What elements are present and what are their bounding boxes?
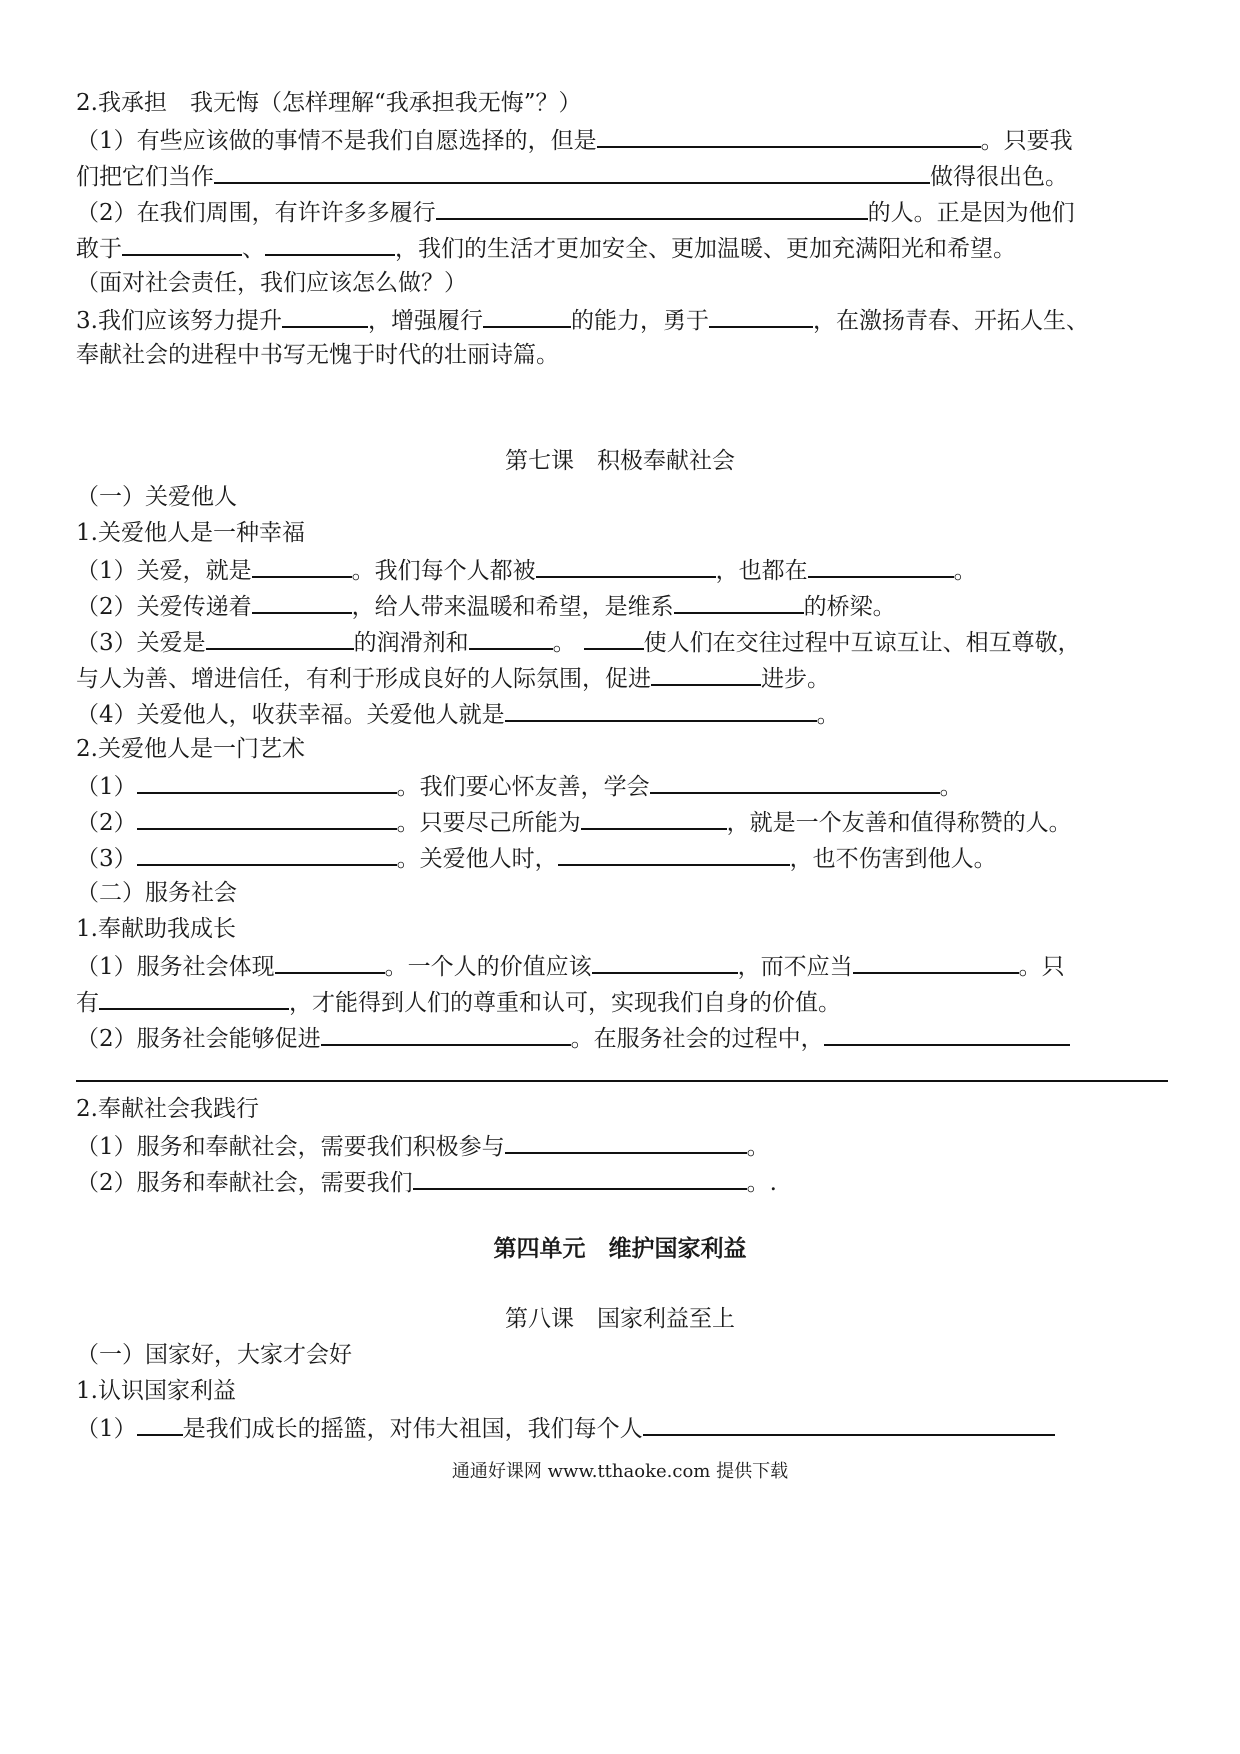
text: （1）有些应该做的事情不是我们自愿选择的，但是 xyxy=(76,128,597,154)
text: （一）关爱他人 xyxy=(76,484,237,510)
fill-blank[interactable] xyxy=(137,770,397,794)
text: 的能力，勇于 xyxy=(570,308,709,334)
text: （3） xyxy=(76,846,137,872)
fill-blank[interactable] xyxy=(558,842,790,866)
fill-blank[interactable] xyxy=(505,698,817,722)
point-heading xyxy=(76,734,305,764)
fill-blank[interactable] xyxy=(214,160,930,184)
text: 2.关爱他人是一门艺术 xyxy=(76,736,305,762)
item-line xyxy=(76,1130,770,1162)
fill-blank[interactable] xyxy=(709,304,813,328)
text: （2）服务和奉献社会，需要我们 xyxy=(76,1170,413,1196)
text: 1.关爱他人是一种幸福 xyxy=(76,520,305,546)
item-line xyxy=(76,986,841,1018)
item-line xyxy=(76,1412,1055,1444)
item-line xyxy=(76,304,1089,336)
text: 。只要尽己所能为 xyxy=(396,810,581,836)
fill-blank[interactable] xyxy=(469,626,553,650)
fill-blank[interactable] xyxy=(252,590,352,614)
text: 第四单元 维护国家利益 xyxy=(493,1235,747,1262)
answer-line[interactable] xyxy=(76,1080,1168,1082)
subsection-heading xyxy=(76,1340,352,1370)
text: （一）国家好，大家才会好 xyxy=(76,1342,352,1368)
section-2-heading xyxy=(76,88,581,118)
text: 。 xyxy=(816,702,840,728)
point-heading xyxy=(76,1376,236,1406)
item-line xyxy=(76,124,1073,156)
item-line xyxy=(76,196,1075,228)
item-line xyxy=(76,340,559,370)
text: ，我们的生活才更加安全、更加温暖、更加充满阳光和希望。 xyxy=(395,236,1016,262)
point-heading xyxy=(76,1094,259,1124)
text: 、 xyxy=(242,236,265,262)
text: 的润滑剂和 xyxy=(353,630,469,656)
text: ，也不伤害到他人。 xyxy=(789,846,997,872)
fill-blank[interactable] xyxy=(265,232,395,256)
text: 3.我们应该努力提升 xyxy=(76,308,282,334)
text: 的桥梁。 xyxy=(803,594,896,620)
footer-credit xyxy=(0,1460,1240,1484)
text: 。只要我 xyxy=(980,128,1073,154)
text: 。 xyxy=(552,630,576,656)
fill-blank[interactable] xyxy=(137,842,397,866)
text: 是我们成长的摇篮，对伟大祖国，我们每个人 xyxy=(182,1416,643,1442)
item-line xyxy=(76,626,1081,658)
fill-blank[interactable] xyxy=(122,232,242,256)
text: （2）服务社会能够促进 xyxy=(76,1026,321,1052)
subsection-heading xyxy=(76,878,237,908)
text: ，也都在 xyxy=(715,558,808,584)
subsection-heading xyxy=(76,482,237,512)
item-line xyxy=(76,590,896,622)
fill-blank[interactable] xyxy=(99,986,289,1010)
text: 与人为善、增进信任，有利于形成良好的人际氛围，促进 xyxy=(76,666,651,692)
text: ，才能得到人们的尊重和认可，实现我们自身的价值。 xyxy=(289,990,841,1016)
item-line xyxy=(76,1022,1070,1054)
fill-blank[interactable] xyxy=(674,590,804,614)
fill-blank[interactable] xyxy=(483,304,571,328)
item-line xyxy=(76,770,963,802)
text: 敢于 xyxy=(76,236,122,262)
text: 。只 xyxy=(1018,954,1065,980)
text: 有 xyxy=(76,990,99,1016)
text: 使人们在交往过程中互谅互让、相互尊敬， xyxy=(643,630,1081,656)
point-heading xyxy=(76,914,236,944)
text: （1） xyxy=(76,774,137,800)
fill-blank[interactable] xyxy=(824,1022,1070,1046)
item-line xyxy=(76,554,977,586)
lesson-7-title xyxy=(0,446,1240,476)
lesson-8-title xyxy=(0,1304,1240,1334)
text: ，而不应当 xyxy=(737,954,853,980)
fill-blank[interactable] xyxy=(592,950,738,974)
text: 。 xyxy=(939,774,963,800)
text: （1） xyxy=(76,1416,137,1442)
fill-blank[interactable] xyxy=(137,1412,183,1436)
text: 。我们要心怀友善，学会 xyxy=(396,774,650,800)
text: （2）关爱传递着 xyxy=(76,594,252,620)
text: （4）关爱他人，收获幸福。关爱他人就是 xyxy=(76,702,505,728)
unit-4-title xyxy=(0,1234,1240,1264)
text: （3）关爱是 xyxy=(76,630,206,656)
fill-blank[interactable] xyxy=(651,662,761,686)
text: ，增强履行 xyxy=(367,308,483,334)
text: 通通好课网 www.tthaoke.com 提供下载 xyxy=(451,1461,789,1482)
text: 。关爱他人时， xyxy=(396,846,558,872)
fill-blank[interactable] xyxy=(808,554,954,578)
fill-blank[interactable] xyxy=(206,626,354,650)
fill-blank[interactable] xyxy=(275,950,385,974)
text: （面对社会责任，我们应该怎么做？） xyxy=(76,270,467,296)
item-line xyxy=(76,232,1016,264)
text: 。一个人的价值应该 xyxy=(384,954,592,980)
text: ，在激扬青春、开拓人生、 xyxy=(812,308,1089,334)
fill-blank[interactable] xyxy=(505,1130,747,1154)
item-line xyxy=(76,698,840,730)
text: 2.我承担 我无悔（怎样理解“我承担我无悔”？） xyxy=(76,90,582,116)
text: （1）服务社会体现 xyxy=(76,954,275,980)
fill-blank[interactable] xyxy=(536,554,716,578)
fill-blank[interactable] xyxy=(584,626,644,650)
text: 进步。 xyxy=(761,666,830,692)
fill-blank[interactable] xyxy=(282,304,368,328)
fill-blank[interactable] xyxy=(581,806,727,830)
text: 做得很出色。 xyxy=(930,164,1068,190)
fill-blank[interactable] xyxy=(650,770,940,794)
text: 。 xyxy=(953,558,977,584)
text: ，给人带来温暖和希望，是维系 xyxy=(351,594,674,620)
text: 。我们每个人都被 xyxy=(351,558,536,584)
text: 。. xyxy=(746,1170,777,1196)
item-line xyxy=(76,950,1065,982)
fill-blank[interactable] xyxy=(252,554,352,578)
text: （2） xyxy=(76,810,137,836)
text: （2）在我们周围，有许许多多履行 xyxy=(76,200,436,226)
text: 1.认识国家利益 xyxy=(76,1378,236,1404)
text: （二）服务社会 xyxy=(76,880,237,906)
text: 。 xyxy=(746,1134,770,1160)
item-line xyxy=(76,160,1068,192)
fill-blank[interactable] xyxy=(643,1412,1055,1436)
text: 1.奉献助我成长 xyxy=(76,916,236,942)
fill-blank[interactable] xyxy=(853,950,1019,974)
text: 们把它们当作 xyxy=(76,164,214,190)
text: （1）关爱，就是 xyxy=(76,558,252,584)
fill-blank[interactable] xyxy=(436,196,868,220)
text: （1）服务和奉献社会，需要我们积极参与 xyxy=(76,1134,505,1160)
text: 的人。正是因为他们 xyxy=(867,200,1075,226)
text: 奉献社会的进程中书写无愧于时代的壮丽诗篇。 xyxy=(76,342,559,368)
text: 第七课 积极奉献社会 xyxy=(505,448,735,474)
item-line xyxy=(76,662,830,694)
fill-blank[interactable] xyxy=(137,806,397,830)
fill-blank[interactable] xyxy=(413,1166,747,1190)
fill-blank[interactable] xyxy=(597,124,981,148)
item-line xyxy=(76,1166,777,1198)
item-line xyxy=(76,806,1072,838)
text: 2.奉献社会我践行 xyxy=(76,1096,259,1122)
text: 第八课 国家利益至上 xyxy=(505,1306,735,1332)
question-note xyxy=(76,268,467,298)
text: 。在服务社会的过程中， xyxy=(570,1026,824,1052)
fill-blank[interactable] xyxy=(321,1022,571,1046)
item-line xyxy=(76,842,997,874)
text: ，就是一个友善和值得称赞的人。 xyxy=(726,810,1072,836)
point-heading xyxy=(76,518,305,548)
